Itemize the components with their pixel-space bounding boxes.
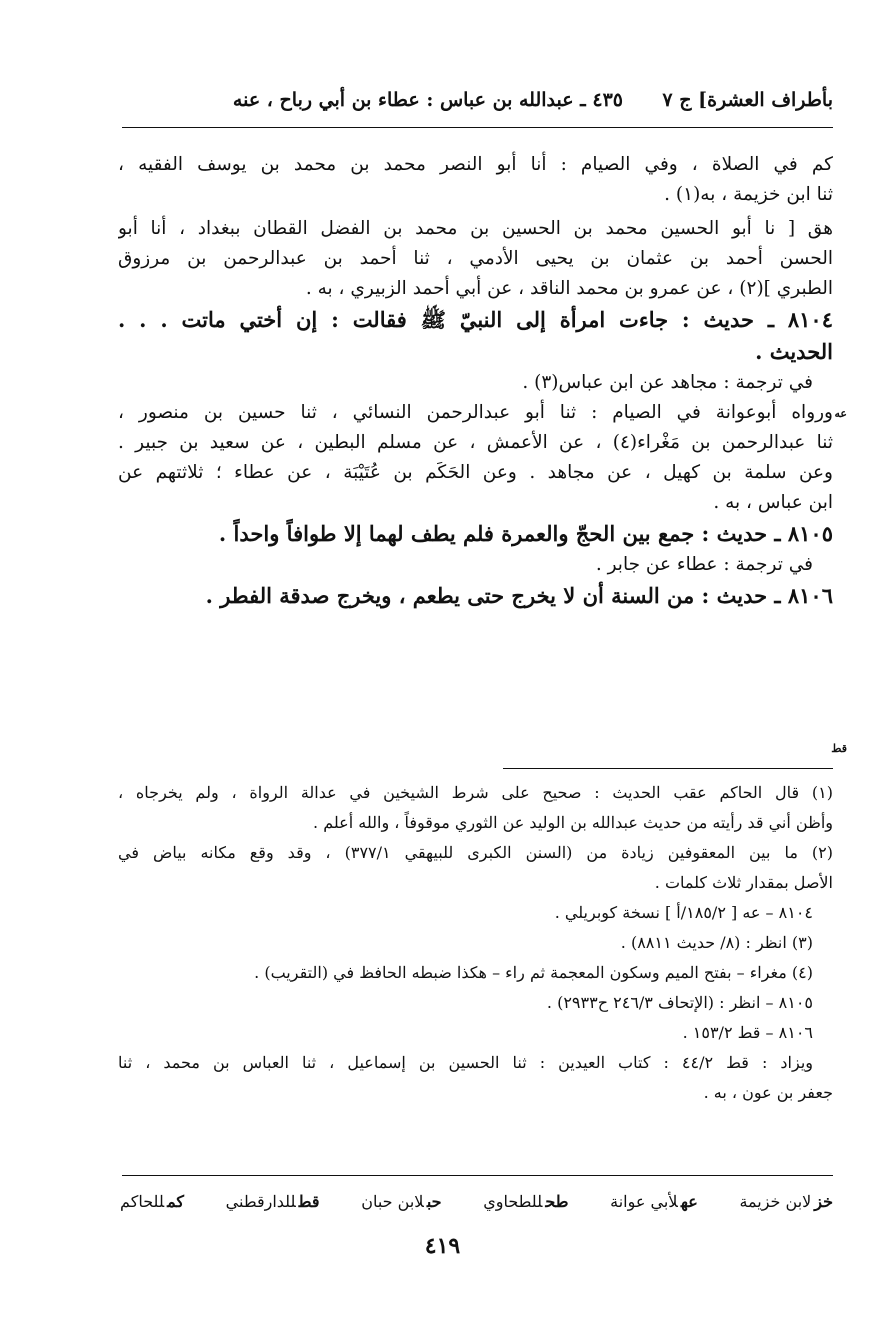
text-line: ثنا عبدالرحمن بن مَغْراء(٤) ، عن الأعمش ، عن مسلم البطين ، عن سعيد بن جبير . xyxy=(118,432,833,453)
legend-item: طحللطحاوي xyxy=(483,1191,569,1211)
text-line: ثنا ابن خزيمة ، به(١) . xyxy=(664,184,833,205)
footnote-line: ٨١٠٦ – قط ١٥٣/٢ . xyxy=(682,1023,813,1042)
main-text xyxy=(118,150,833,612)
legend-item: عهلأبي عوانة xyxy=(610,1191,698,1211)
hadith-8106-source-mark: قط xyxy=(831,742,847,755)
text-line: في ترجمة : مجاهد عن ابن عباس(٣) . xyxy=(522,372,813,393)
footnote-line: (٤) مغراء – بفتح الميم وسكون المعجمة ثم راء – هكذا ضبطه الحافظ في (التقريب) . xyxy=(254,963,813,982)
text-line: ابن عباس ، به . xyxy=(713,492,833,513)
footnote-line: (٣) انظر : (٨/ حديث ٨٨١١) . xyxy=(620,933,813,952)
footnote-line: ٨١٠٤ – عه [ ١٨٥/٢/أ ] نسخة كوبريلي . xyxy=(554,903,813,922)
hadith-8104-source-mark: عه xyxy=(834,407,847,420)
text-line: ورواه أبوعوانة في الصيام : ثنا أبو عبدالرحمن النسائي ، ثنا حسين بن منصور ، xyxy=(118,402,833,423)
footnotes xyxy=(118,778,833,1108)
footnote-line: ويزاد : قط ٤٤/٢ : كتاب العيدين : ثنا الحسين بن إسماعيل ، ثنا العباس بن محمد ، ثنا xyxy=(118,1053,813,1072)
footnote-line: الأصل بمقدار ثلاث كلمات . xyxy=(654,873,833,892)
header-volume: بأطراف العشرة] ج ٧ xyxy=(662,89,833,111)
legend-item: كمللحاكم xyxy=(120,1191,184,1211)
page-number: ٤١٩ xyxy=(424,1233,461,1259)
legend-item: قطللدارقطني xyxy=(225,1191,320,1211)
text-line: الحسن أحمد بن عثمان بن يحيى الأدمي ، ثنا أحمد بن عبدالرحمن بن مرزوق xyxy=(118,248,833,269)
legend-rule xyxy=(122,1175,833,1176)
hadith-8104-heading: ٨١٠٤ ـ حديث : جاءت امرأة إلى النبيّ ﷺ فقالت : إن أختي ماتت . . . xyxy=(118,307,833,332)
hadith-8105-heading: ٨١٠٥ ـ حديث : جمع بين الحجّ والعمرة فلم يطف لهما إلا طوافاً واحداً . xyxy=(218,521,833,546)
legend-item: حبلابن حبان xyxy=(361,1191,442,1211)
footnote-line: (٢) ما بين المعقوفين زيادة من (السنن الكبرى للبيهقي ٣٧٧/١) ، وقد وقع مكانه بياض في xyxy=(118,843,833,862)
footnote-rule xyxy=(503,768,833,769)
footnote-line: جعفر بن عون ، به . xyxy=(703,1083,833,1102)
hadith-8106-heading: ٨١٠٦ ـ حديث : من السنة أن لا يخرج حتى يطعم ، ويخرج صدقة الفطر . xyxy=(205,583,833,608)
text-line: الطبري ](٢) ، عن عمرو بن محمد الناقد ، عن أبي أحمد الزبيري ، به . xyxy=(305,278,833,299)
footnote-line: ٨١٠٥ – انظر : (الإتحاف ٢٤٦/٣ ح٢٩٣٣) . xyxy=(546,993,813,1012)
text-line: وعن سلمة بن كهيل ، عن مجاهد . وعن الحَكَم بن عُتَيْبَة ، عن عطاء ؛ ثلاثتهم عن xyxy=(118,462,833,483)
text-line: هق [ نا أبو الحسين محمد بن الحسين بن محمد بن الفضل القطان ببغداد ، أنا أبو xyxy=(118,218,833,239)
footnote-line: وأظن أني قد رأيته من حديث عبدالله بن الوليد عن الثوري موقوفاً ، والله أعلم . xyxy=(313,813,833,832)
abbreviation-legend xyxy=(120,1186,833,1216)
text-line: كم في الصلاة ، وفي الصيام : أنا أبو النصر محمد بن محمد بن يوسف الفقيه ، xyxy=(118,154,833,175)
header-rule xyxy=(122,127,833,128)
legend-item: خزلابن خزيمة xyxy=(739,1191,833,1211)
header-chapter: ٤٣٥ ـ عبدالله بن عباس : عطاء بن أبي رباح ، عنه xyxy=(232,89,623,111)
running-header xyxy=(120,82,833,118)
footnote-line: (١) قال الحاكم عقب الحديث : صحيح على شرط الشيخين في عدالة الرواة ، ولم يخرجاه ، xyxy=(118,783,833,802)
text-line: في ترجمة : عطاء عن جابر . xyxy=(595,554,813,575)
hadith-8104-continuation: الحديث . xyxy=(755,339,833,364)
